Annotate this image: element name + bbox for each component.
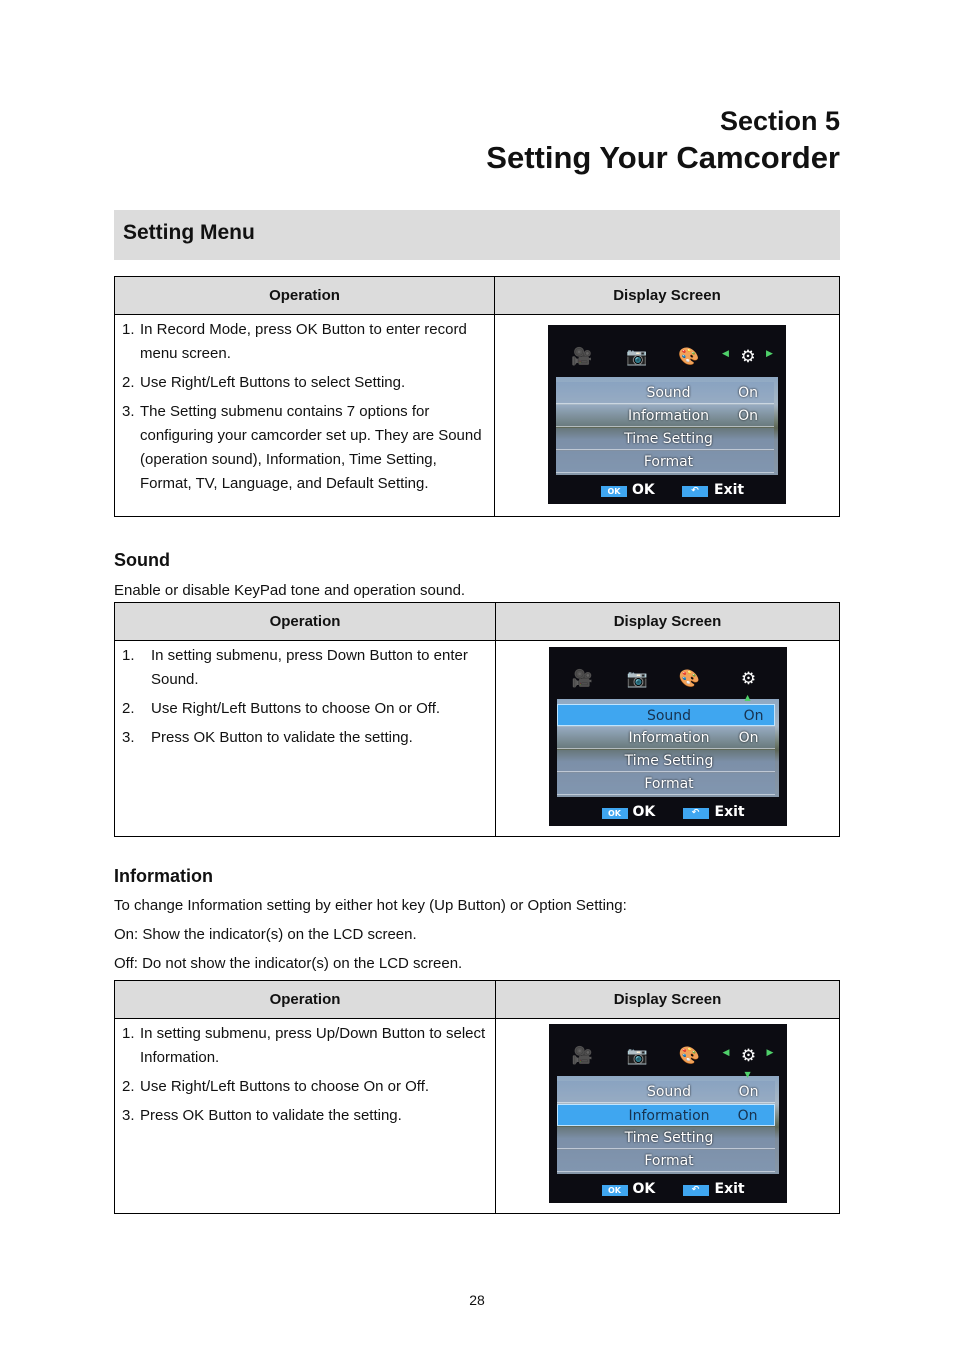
sound-heading: Sound <box>114 550 170 570</box>
exit-label: Exit <box>714 482 745 498</box>
ok-badge: OK <box>602 1185 628 1196</box>
section-title <box>486 104 840 178</box>
menu-row-sound: Sound On <box>557 704 775 726</box>
section-number: Section 5 <box>719 106 840 136</box>
arrow-right-icon: ▶ <box>766 1048 774 1058</box>
step-item: 2. Use Right/Left Buttons to choose On or Off. <box>122 1078 430 1095</box>
return-icon: ↶ <box>683 1185 709 1196</box>
gear-icon: ⚙ <box>740 1046 757 1066</box>
ok-badge: OK <box>602 808 628 819</box>
menu-row-time-setting: Time Setting <box>556 428 774 450</box>
menu-row-information: Information On <box>557 727 775 749</box>
arrow-up-icon: ▲ <box>744 693 751 702</box>
ok-badge: OK <box>601 486 627 497</box>
step-item: 3. Press OK Button to validate the setting. <box>122 1107 402 1124</box>
display-cell <box>496 1019 840 1214</box>
sound-table <box>114 602 840 837</box>
lcd-bottom-bar <box>548 480 786 504</box>
step-item: 1. In setting submenu, press Up/Down Button to select Information. <box>122 1025 486 1066</box>
step-item: 3. Press OK Button to validate the setting. <box>122 729 413 746</box>
movie-camera-icon: 🎥 <box>571 669 594 689</box>
header-display: Display Screen <box>495 277 840 315</box>
movie-camera-icon: 🎥 <box>571 347 593 367</box>
lcd-screen <box>548 325 786 504</box>
ok-label: OK <box>632 482 655 498</box>
lcd-tabs <box>549 1042 787 1079</box>
gear-icon: ⚙ <box>740 669 757 689</box>
information-off-note: Off: Do not show the indicator(s) on the LCD screen. <box>114 955 463 972</box>
step-item: 2. Use Right/Left Buttons to choose On or Off. <box>122 700 441 717</box>
lcd-screen <box>549 647 787 826</box>
lcd-tabs <box>549 665 787 702</box>
information-heading: Information <box>114 866 213 886</box>
arrow-left-icon: ◀ <box>722 1048 730 1058</box>
menu-row-time-setting: Time Setting <box>557 1127 775 1149</box>
menu-row-information: Information On <box>557 1104 775 1126</box>
lcd-screen <box>549 1024 787 1203</box>
menu-row-format: Format <box>557 1150 775 1172</box>
setting-menu-banner <box>114 210 840 260</box>
steps-list <box>115 1019 495 1128</box>
menu-row-information: Information On <box>556 405 774 427</box>
movie-camera-icon: 🎥 <box>571 1046 594 1066</box>
menu-row-sound: Sound On <box>557 1081 775 1103</box>
operation-cell <box>115 315 495 517</box>
page-number: 28 <box>469 1292 485 1308</box>
menu-row-sound: Sound On <box>556 382 774 404</box>
return-icon: ↶ <box>683 808 709 819</box>
exit-label: Exit <box>714 1181 745 1197</box>
camera-icon: 📷 <box>626 1046 649 1066</box>
menu-row-time-setting: Time Setting <box>557 750 775 772</box>
display-cell <box>495 315 840 517</box>
step-item: 1. In setting submenu, press Down Button to enter Sound. <box>122 647 468 688</box>
header-display: Display Screen <box>496 981 840 1019</box>
palette-icon: 🎨 <box>678 347 700 367</box>
operation-cell <box>115 641 496 837</box>
header-operation: Operation <box>115 981 496 1019</box>
header-operation: Operation <box>115 603 496 641</box>
palette-icon: 🎨 <box>678 1046 701 1066</box>
sound-description: Enable or disable KeyPad tone and operation sound. <box>114 582 466 599</box>
arrow-right-icon: ▶ <box>766 349 773 359</box>
return-icon: ↶ <box>682 486 708 497</box>
gear-icon: ⚙ <box>740 347 756 367</box>
step-item: 3. The Setting submenu contains 7 options for configuring your camcorder set up. They are Sound (operation sound), Information, Time Setting, Format, TV, Language, and Default Setting. <box>122 403 482 492</box>
header-operation: Operation <box>115 277 495 315</box>
display-cell <box>496 641 840 837</box>
camera-icon: 📷 <box>626 669 649 689</box>
steps-list <box>115 641 495 750</box>
lcd-bottom-bar <box>549 802 787 826</box>
information-description: To change Information setting by either hot key (Up Button) or Option Setting: <box>114 897 627 914</box>
header-display: Display Screen <box>496 603 840 641</box>
exit-label: Exit <box>714 804 745 820</box>
ok-label: OK <box>632 1181 656 1197</box>
menu-row-format: Format <box>557 773 775 795</box>
page-title: Setting Your Camcorder <box>486 140 840 175</box>
ok-label: OK <box>632 804 656 820</box>
step-item: 2. Use Right/Left Buttons to select Setting. <box>122 374 406 391</box>
arrow-down-icon: ▼ <box>744 1070 751 1079</box>
camera-icon: 📷 <box>626 347 648 367</box>
information-on-note: On: Show the indicator(s) on the LCD screen. <box>114 926 417 943</box>
setting-menu-table <box>114 276 840 517</box>
information-table <box>114 980 840 1214</box>
arrow-left-icon: ◀ <box>722 349 729 359</box>
steps-list <box>115 315 494 496</box>
lcd-bottom-bar <box>549 1179 787 1203</box>
menu-row-format: Format <box>556 451 774 473</box>
lcd-tabs <box>548 343 786 373</box>
step-item: 1. In Record Mode, press OK Button to enter record menu screen. <box>122 321 467 362</box>
banner-title: Setting Menu <box>123 221 255 244</box>
palette-icon: 🎨 <box>678 669 701 689</box>
operation-cell <box>115 1019 496 1214</box>
